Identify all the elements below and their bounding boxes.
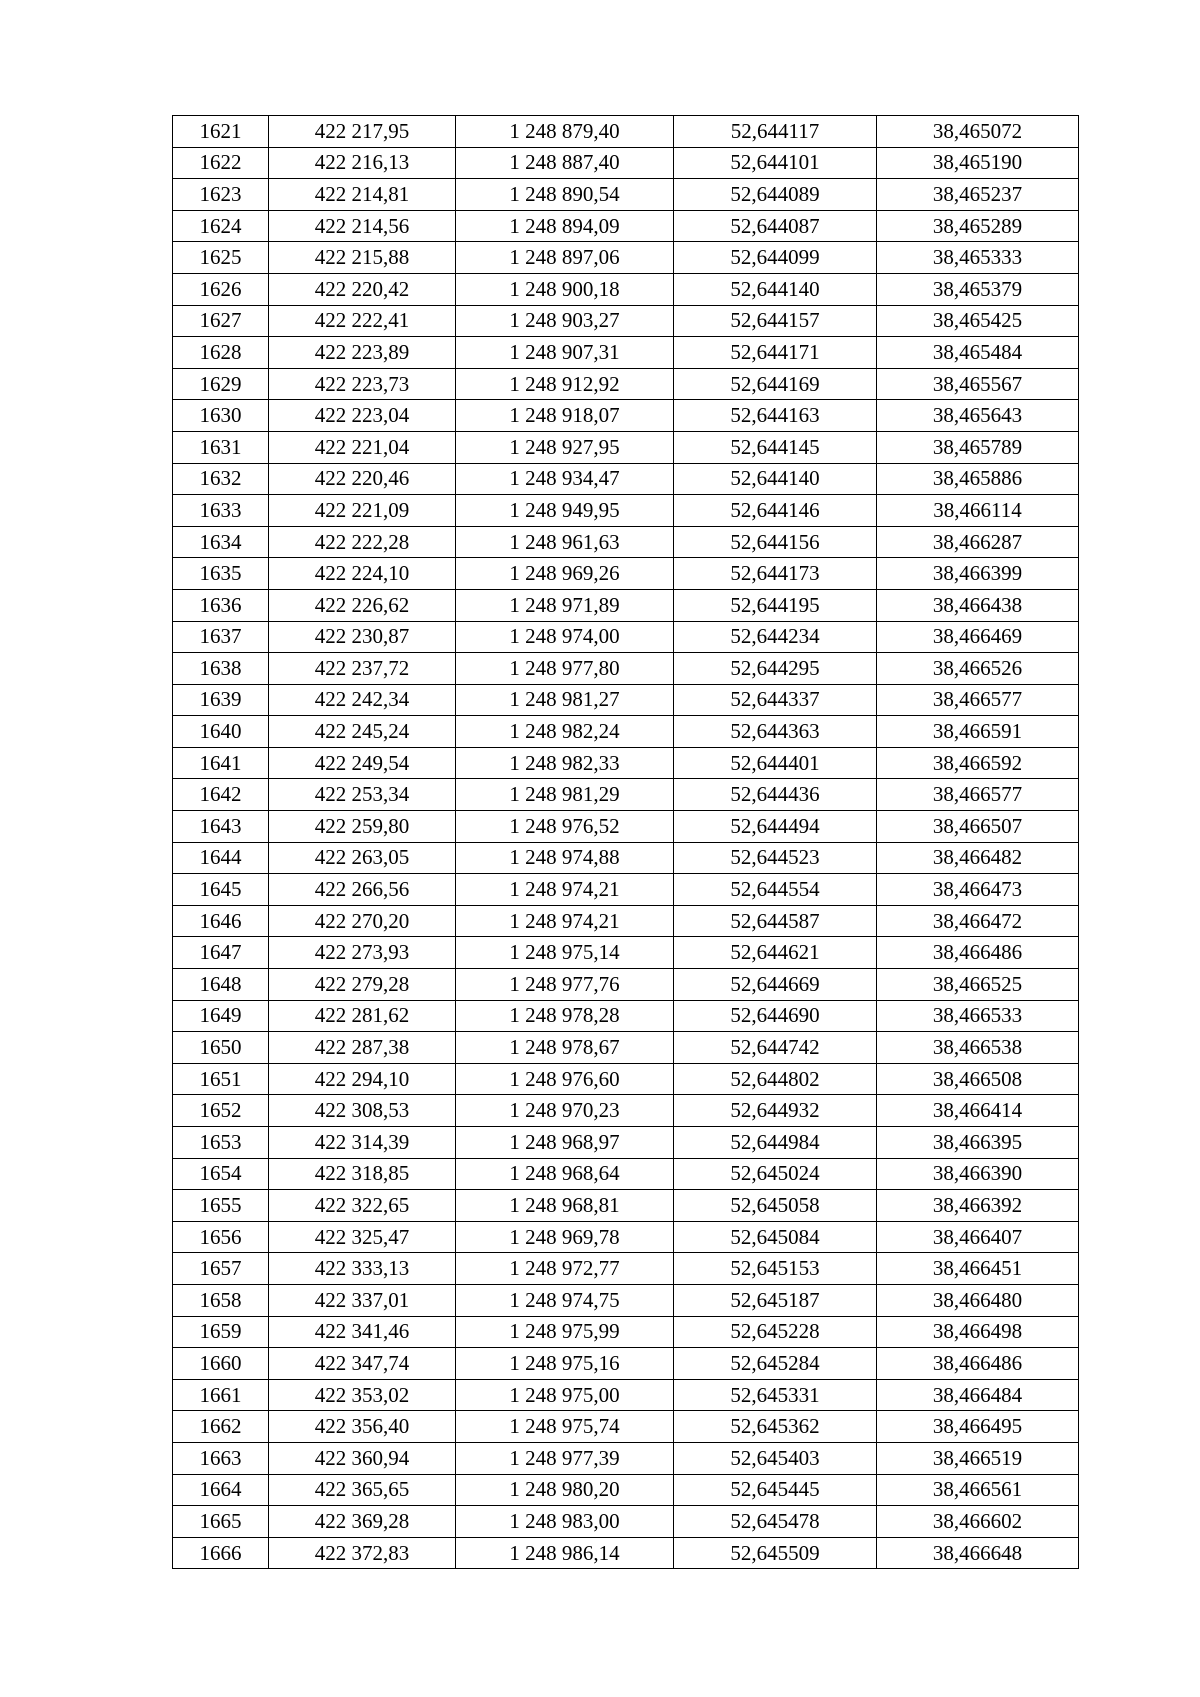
x-coordinate-cell: 422 279,28 — [269, 969, 456, 1001]
table-row — [173, 242, 1079, 274]
x-coordinate-cell: 422 249,54 — [269, 747, 456, 779]
point-number-cell: 1630 — [173, 400, 269, 432]
table-row — [173, 431, 1079, 463]
table-row — [173, 684, 1079, 716]
point-number-cell: 1657 — [173, 1253, 269, 1285]
y-coordinate-cell: 1 248 974,00 — [456, 621, 674, 653]
latitude-cell: 52,644146 — [674, 495, 877, 527]
point-number-cell: 1647 — [173, 937, 269, 969]
y-coordinate-cell: 1 248 977,76 — [456, 969, 674, 1001]
x-coordinate-cell: 422 242,34 — [269, 684, 456, 716]
x-coordinate-cell: 422 314,39 — [269, 1127, 456, 1159]
y-coordinate-cell: 1 248 969,78 — [456, 1221, 674, 1253]
table-row — [173, 1095, 1079, 1127]
point-number-cell: 1649 — [173, 1000, 269, 1032]
latitude-cell: 52,645084 — [674, 1221, 877, 1253]
longitude-cell: 38,466538 — [877, 1032, 1079, 1064]
coordinates-table-body — [173, 116, 1079, 1569]
latitude-cell: 52,645187 — [674, 1284, 877, 1316]
latitude-cell: 52,644621 — [674, 937, 877, 969]
x-coordinate-cell: 422 369,28 — [269, 1506, 456, 1538]
longitude-cell: 38,465072 — [877, 116, 1079, 148]
x-coordinate-cell: 422 341,46 — [269, 1316, 456, 1348]
latitude-cell: 52,645024 — [674, 1158, 877, 1190]
table-row — [173, 1127, 1079, 1159]
y-coordinate-cell: 1 248 897,06 — [456, 242, 674, 274]
y-coordinate-cell: 1 248 974,21 — [456, 874, 674, 906]
point-number-cell: 1627 — [173, 305, 269, 337]
table-row — [173, 779, 1079, 811]
latitude-cell: 52,645331 — [674, 1379, 877, 1411]
latitude-cell: 52,645362 — [674, 1411, 877, 1443]
point-number-cell: 1621 — [173, 116, 269, 148]
point-number-cell: 1662 — [173, 1411, 269, 1443]
latitude-cell: 52,644587 — [674, 905, 877, 937]
point-number-cell: 1648 — [173, 969, 269, 1001]
table-row — [173, 1316, 1079, 1348]
x-coordinate-cell: 422 337,01 — [269, 1284, 456, 1316]
table-row — [173, 337, 1079, 369]
x-coordinate-cell: 422 220,46 — [269, 463, 456, 495]
latitude-cell: 52,644169 — [674, 368, 877, 400]
x-coordinate-cell: 422 281,62 — [269, 1000, 456, 1032]
y-coordinate-cell: 1 248 977,39 — [456, 1442, 674, 1474]
longitude-cell: 38,465190 — [877, 147, 1079, 179]
longitude-cell: 38,466472 — [877, 905, 1079, 937]
x-coordinate-cell: 422 294,10 — [269, 1063, 456, 1095]
y-coordinate-cell: 1 248 907,31 — [456, 337, 674, 369]
x-coordinate-cell: 422 245,24 — [269, 716, 456, 748]
table-row — [173, 368, 1079, 400]
table-row — [173, 1474, 1079, 1506]
y-coordinate-cell: 1 248 974,21 — [456, 905, 674, 937]
x-coordinate-cell: 422 318,85 — [269, 1158, 456, 1190]
table-row — [173, 179, 1079, 211]
latitude-cell: 52,645228 — [674, 1316, 877, 1348]
y-coordinate-cell: 1 248 983,00 — [456, 1506, 674, 1538]
x-coordinate-cell: 422 365,65 — [269, 1474, 456, 1506]
latitude-cell: 52,644690 — [674, 1000, 877, 1032]
x-coordinate-cell: 422 215,88 — [269, 242, 456, 274]
table-row — [173, 1063, 1079, 1095]
point-number-cell: 1663 — [173, 1442, 269, 1474]
y-coordinate-cell: 1 248 969,26 — [456, 558, 674, 590]
latitude-cell: 52,644932 — [674, 1095, 877, 1127]
y-coordinate-cell: 1 248 879,40 — [456, 116, 674, 148]
y-coordinate-cell: 1 248 976,60 — [456, 1063, 674, 1095]
y-coordinate-cell: 1 248 975,74 — [456, 1411, 674, 1443]
x-coordinate-cell: 422 372,83 — [269, 1537, 456, 1569]
longitude-cell: 38,465379 — [877, 273, 1079, 305]
x-coordinate-cell: 422 308,53 — [269, 1095, 456, 1127]
latitude-cell: 52,644087 — [674, 210, 877, 242]
longitude-cell: 38,466486 — [877, 937, 1079, 969]
longitude-cell: 38,466577 — [877, 684, 1079, 716]
longitude-cell: 38,465484 — [877, 337, 1079, 369]
table-row — [173, 273, 1079, 305]
table-row — [173, 747, 1079, 779]
table-row — [173, 653, 1079, 685]
longitude-cell: 38,466486 — [877, 1348, 1079, 1380]
table-row — [173, 589, 1079, 621]
y-coordinate-cell: 1 248 978,28 — [456, 1000, 674, 1032]
x-coordinate-cell: 422 347,74 — [269, 1348, 456, 1380]
point-number-cell: 1625 — [173, 242, 269, 274]
latitude-cell: 52,644554 — [674, 874, 877, 906]
table-row — [173, 1379, 1079, 1411]
longitude-cell: 38,466498 — [877, 1316, 1079, 1348]
point-number-cell: 1641 — [173, 747, 269, 779]
y-coordinate-cell: 1 248 918,07 — [456, 400, 674, 432]
longitude-cell: 38,466591 — [877, 716, 1079, 748]
point-number-cell: 1650 — [173, 1032, 269, 1064]
longitude-cell: 38,466395 — [877, 1127, 1079, 1159]
table-row — [173, 1221, 1079, 1253]
longitude-cell: 38,465567 — [877, 368, 1079, 400]
table-row — [173, 811, 1079, 843]
table-row — [173, 1348, 1079, 1380]
latitude-cell: 52,645153 — [674, 1253, 877, 1285]
x-coordinate-cell: 422 253,34 — [269, 779, 456, 811]
y-coordinate-cell: 1 248 981,29 — [456, 779, 674, 811]
point-number-cell: 1655 — [173, 1190, 269, 1222]
y-coordinate-cell: 1 248 978,67 — [456, 1032, 674, 1064]
longitude-cell: 38,466561 — [877, 1474, 1079, 1506]
x-coordinate-cell: 422 226,62 — [269, 589, 456, 621]
x-coordinate-cell: 422 287,38 — [269, 1032, 456, 1064]
longitude-cell: 38,466414 — [877, 1095, 1079, 1127]
point-number-cell: 1634 — [173, 526, 269, 558]
longitude-cell: 38,466399 — [877, 558, 1079, 590]
point-number-cell: 1642 — [173, 779, 269, 811]
point-number-cell: 1637 — [173, 621, 269, 653]
point-number-cell: 1666 — [173, 1537, 269, 1569]
coordinates-table — [172, 115, 1079, 1569]
longitude-cell: 38,466592 — [877, 747, 1079, 779]
point-number-cell: 1651 — [173, 1063, 269, 1095]
latitude-cell: 52,644173 — [674, 558, 877, 590]
latitude-cell: 52,644494 — [674, 811, 877, 843]
x-coordinate-cell: 422 216,13 — [269, 147, 456, 179]
latitude-cell: 52,644523 — [674, 842, 877, 874]
point-number-cell: 1658 — [173, 1284, 269, 1316]
point-number-cell: 1660 — [173, 1348, 269, 1380]
longitude-cell: 38,466533 — [877, 1000, 1079, 1032]
longitude-cell: 38,465289 — [877, 210, 1079, 242]
table-row — [173, 400, 1079, 432]
table-row — [173, 1158, 1079, 1190]
point-number-cell: 1654 — [173, 1158, 269, 1190]
latitude-cell: 52,644337 — [674, 684, 877, 716]
table-row — [173, 116, 1079, 148]
longitude-cell: 38,466473 — [877, 874, 1079, 906]
x-coordinate-cell: 422 214,81 — [269, 179, 456, 211]
longitude-cell: 38,466526 — [877, 653, 1079, 685]
table-row — [173, 937, 1079, 969]
latitude-cell: 52,644401 — [674, 747, 877, 779]
latitude-cell: 52,645445 — [674, 1474, 877, 1506]
y-coordinate-cell: 1 248 887,40 — [456, 147, 674, 179]
y-coordinate-cell: 1 248 981,27 — [456, 684, 674, 716]
longitude-cell: 38,465425 — [877, 305, 1079, 337]
point-number-cell: 1639 — [173, 684, 269, 716]
point-number-cell: 1623 — [173, 179, 269, 211]
y-coordinate-cell: 1 248 968,64 — [456, 1158, 674, 1190]
point-number-cell: 1631 — [173, 431, 269, 463]
y-coordinate-cell: 1 248 927,95 — [456, 431, 674, 463]
latitude-cell: 52,644089 — [674, 179, 877, 211]
x-coordinate-cell: 422 223,04 — [269, 400, 456, 432]
table-row — [173, 969, 1079, 1001]
table-row — [173, 1253, 1079, 1285]
point-number-cell: 1665 — [173, 1506, 269, 1538]
longitude-cell: 38,466390 — [877, 1158, 1079, 1190]
y-coordinate-cell: 1 248 982,24 — [456, 716, 674, 748]
x-coordinate-cell: 422 333,13 — [269, 1253, 456, 1285]
table-row — [173, 1190, 1079, 1222]
x-coordinate-cell: 422 221,09 — [269, 495, 456, 527]
latitude-cell: 52,644157 — [674, 305, 877, 337]
y-coordinate-cell: 1 248 894,09 — [456, 210, 674, 242]
x-coordinate-cell: 422 220,42 — [269, 273, 456, 305]
point-number-cell: 1656 — [173, 1221, 269, 1253]
table-row — [173, 558, 1079, 590]
longitude-cell: 38,466469 — [877, 621, 1079, 653]
table-row — [173, 1411, 1079, 1443]
latitude-cell: 52,644669 — [674, 969, 877, 1001]
latitude-cell: 52,644436 — [674, 779, 877, 811]
x-coordinate-cell: 422 270,20 — [269, 905, 456, 937]
table-row — [173, 1032, 1079, 1064]
latitude-cell: 52,644140 — [674, 273, 877, 305]
latitude-cell: 52,644163 — [674, 400, 877, 432]
y-coordinate-cell: 1 248 890,54 — [456, 179, 674, 211]
x-coordinate-cell: 422 222,41 — [269, 305, 456, 337]
point-number-cell: 1659 — [173, 1316, 269, 1348]
x-coordinate-cell: 422 325,47 — [269, 1221, 456, 1253]
point-number-cell: 1661 — [173, 1379, 269, 1411]
table-row — [173, 621, 1079, 653]
table-row — [173, 305, 1079, 337]
latitude-cell: 52,644363 — [674, 716, 877, 748]
latitude-cell: 52,644117 — [674, 116, 877, 148]
x-coordinate-cell: 422 259,80 — [269, 811, 456, 843]
y-coordinate-cell: 1 248 968,81 — [456, 1190, 674, 1222]
point-number-cell: 1638 — [173, 653, 269, 685]
point-number-cell: 1635 — [173, 558, 269, 590]
longitude-cell: 38,465237 — [877, 179, 1079, 211]
longitude-cell: 38,465886 — [877, 463, 1079, 495]
x-coordinate-cell: 422 360,94 — [269, 1442, 456, 1474]
point-number-cell: 1653 — [173, 1127, 269, 1159]
latitude-cell: 52,644101 — [674, 147, 877, 179]
x-coordinate-cell: 422 356,40 — [269, 1411, 456, 1443]
point-number-cell: 1633 — [173, 495, 269, 527]
latitude-cell: 52,644099 — [674, 242, 877, 274]
longitude-cell: 38,466392 — [877, 1190, 1079, 1222]
x-coordinate-cell: 422 353,02 — [269, 1379, 456, 1411]
longitude-cell: 38,466438 — [877, 589, 1079, 621]
latitude-cell: 52,644234 — [674, 621, 877, 653]
point-number-cell: 1624 — [173, 210, 269, 242]
table-row — [173, 495, 1079, 527]
latitude-cell: 52,644295 — [674, 653, 877, 685]
latitude-cell: 52,645509 — [674, 1537, 877, 1569]
point-number-cell: 1640 — [173, 716, 269, 748]
y-coordinate-cell: 1 248 975,14 — [456, 937, 674, 969]
table-row — [173, 210, 1079, 242]
latitude-cell: 52,644156 — [674, 526, 877, 558]
point-number-cell: 1664 — [173, 1474, 269, 1506]
table-row — [173, 1506, 1079, 1538]
latitude-cell: 52,644140 — [674, 463, 877, 495]
longitude-cell: 38,466484 — [877, 1379, 1079, 1411]
point-number-cell: 1644 — [173, 842, 269, 874]
table-row — [173, 1284, 1079, 1316]
latitude-cell: 52,645478 — [674, 1506, 877, 1538]
longitude-cell: 38,466602 — [877, 1506, 1079, 1538]
point-number-cell: 1629 — [173, 368, 269, 400]
y-coordinate-cell: 1 248 977,80 — [456, 653, 674, 685]
point-number-cell: 1632 — [173, 463, 269, 495]
y-coordinate-cell: 1 248 974,88 — [456, 842, 674, 874]
y-coordinate-cell: 1 248 968,97 — [456, 1127, 674, 1159]
table-row — [173, 842, 1079, 874]
longitude-cell: 38,465789 — [877, 431, 1079, 463]
x-coordinate-cell: 422 222,28 — [269, 526, 456, 558]
y-coordinate-cell: 1 248 912,92 — [456, 368, 674, 400]
y-coordinate-cell: 1 248 975,00 — [456, 1379, 674, 1411]
longitude-cell: 38,466508 — [877, 1063, 1079, 1095]
y-coordinate-cell: 1 248 970,23 — [456, 1095, 674, 1127]
latitude-cell: 52,644802 — [674, 1063, 877, 1095]
longitude-cell: 38,466507 — [877, 811, 1079, 843]
y-coordinate-cell: 1 248 971,89 — [456, 589, 674, 621]
longitude-cell: 38,466577 — [877, 779, 1079, 811]
y-coordinate-cell: 1 248 961,63 — [456, 526, 674, 558]
point-number-cell: 1636 — [173, 589, 269, 621]
x-coordinate-cell: 422 217,95 — [269, 116, 456, 148]
point-number-cell: 1646 — [173, 905, 269, 937]
x-coordinate-cell: 422 322,65 — [269, 1190, 456, 1222]
x-coordinate-cell: 422 273,93 — [269, 937, 456, 969]
table-row — [173, 1000, 1079, 1032]
y-coordinate-cell: 1 248 986,14 — [456, 1537, 674, 1569]
table-row — [173, 716, 1079, 748]
latitude-cell: 52,645058 — [674, 1190, 877, 1222]
table-row — [173, 905, 1079, 937]
longitude-cell: 38,465333 — [877, 242, 1079, 274]
y-coordinate-cell: 1 248 972,77 — [456, 1253, 674, 1285]
y-coordinate-cell: 1 248 980,20 — [456, 1474, 674, 1506]
y-coordinate-cell: 1 248 975,99 — [456, 1316, 674, 1348]
y-coordinate-cell: 1 248 903,27 — [456, 305, 674, 337]
x-coordinate-cell: 422 224,10 — [269, 558, 456, 590]
longitude-cell: 38,466114 — [877, 495, 1079, 527]
x-coordinate-cell: 422 221,04 — [269, 431, 456, 463]
longitude-cell: 38,466519 — [877, 1442, 1079, 1474]
table-row — [173, 1537, 1079, 1569]
longitude-cell: 38,466451 — [877, 1253, 1079, 1285]
latitude-cell: 52,644145 — [674, 431, 877, 463]
point-number-cell: 1626 — [173, 273, 269, 305]
point-number-cell: 1628 — [173, 337, 269, 369]
point-number-cell: 1622 — [173, 147, 269, 179]
y-coordinate-cell: 1 248 976,52 — [456, 811, 674, 843]
y-coordinate-cell: 1 248 934,47 — [456, 463, 674, 495]
x-coordinate-cell: 422 214,56 — [269, 210, 456, 242]
point-number-cell: 1645 — [173, 874, 269, 906]
point-number-cell: 1652 — [173, 1095, 269, 1127]
latitude-cell: 52,644984 — [674, 1127, 877, 1159]
x-coordinate-cell: 422 223,73 — [269, 368, 456, 400]
longitude-cell: 38,466648 — [877, 1537, 1079, 1569]
x-coordinate-cell: 422 237,72 — [269, 653, 456, 685]
latitude-cell: 52,645284 — [674, 1348, 877, 1380]
y-coordinate-cell: 1 248 900,18 — [456, 273, 674, 305]
x-coordinate-cell: 422 263,05 — [269, 842, 456, 874]
x-coordinate-cell: 422 266,56 — [269, 874, 456, 906]
x-coordinate-cell: 422 230,87 — [269, 621, 456, 653]
longitude-cell: 38,466407 — [877, 1221, 1079, 1253]
table-row — [173, 874, 1079, 906]
longitude-cell: 38,466495 — [877, 1411, 1079, 1443]
table-row — [173, 1442, 1079, 1474]
y-coordinate-cell: 1 248 974,75 — [456, 1284, 674, 1316]
latitude-cell: 52,644171 — [674, 337, 877, 369]
y-coordinate-cell: 1 248 949,95 — [456, 495, 674, 527]
latitude-cell: 52,644195 — [674, 589, 877, 621]
latitude-cell: 52,645403 — [674, 1442, 877, 1474]
point-number-cell: 1643 — [173, 811, 269, 843]
y-coordinate-cell: 1 248 975,16 — [456, 1348, 674, 1380]
longitude-cell: 38,466480 — [877, 1284, 1079, 1316]
x-coordinate-cell: 422 223,89 — [269, 337, 456, 369]
longitude-cell: 38,465643 — [877, 400, 1079, 432]
table-row — [173, 463, 1079, 495]
longitude-cell: 38,466287 — [877, 526, 1079, 558]
longitude-cell: 38,466525 — [877, 969, 1079, 1001]
longitude-cell: 38,466482 — [877, 842, 1079, 874]
latitude-cell: 52,644742 — [674, 1032, 877, 1064]
table-row — [173, 526, 1079, 558]
y-coordinate-cell: 1 248 982,33 — [456, 747, 674, 779]
table-row — [173, 147, 1079, 179]
